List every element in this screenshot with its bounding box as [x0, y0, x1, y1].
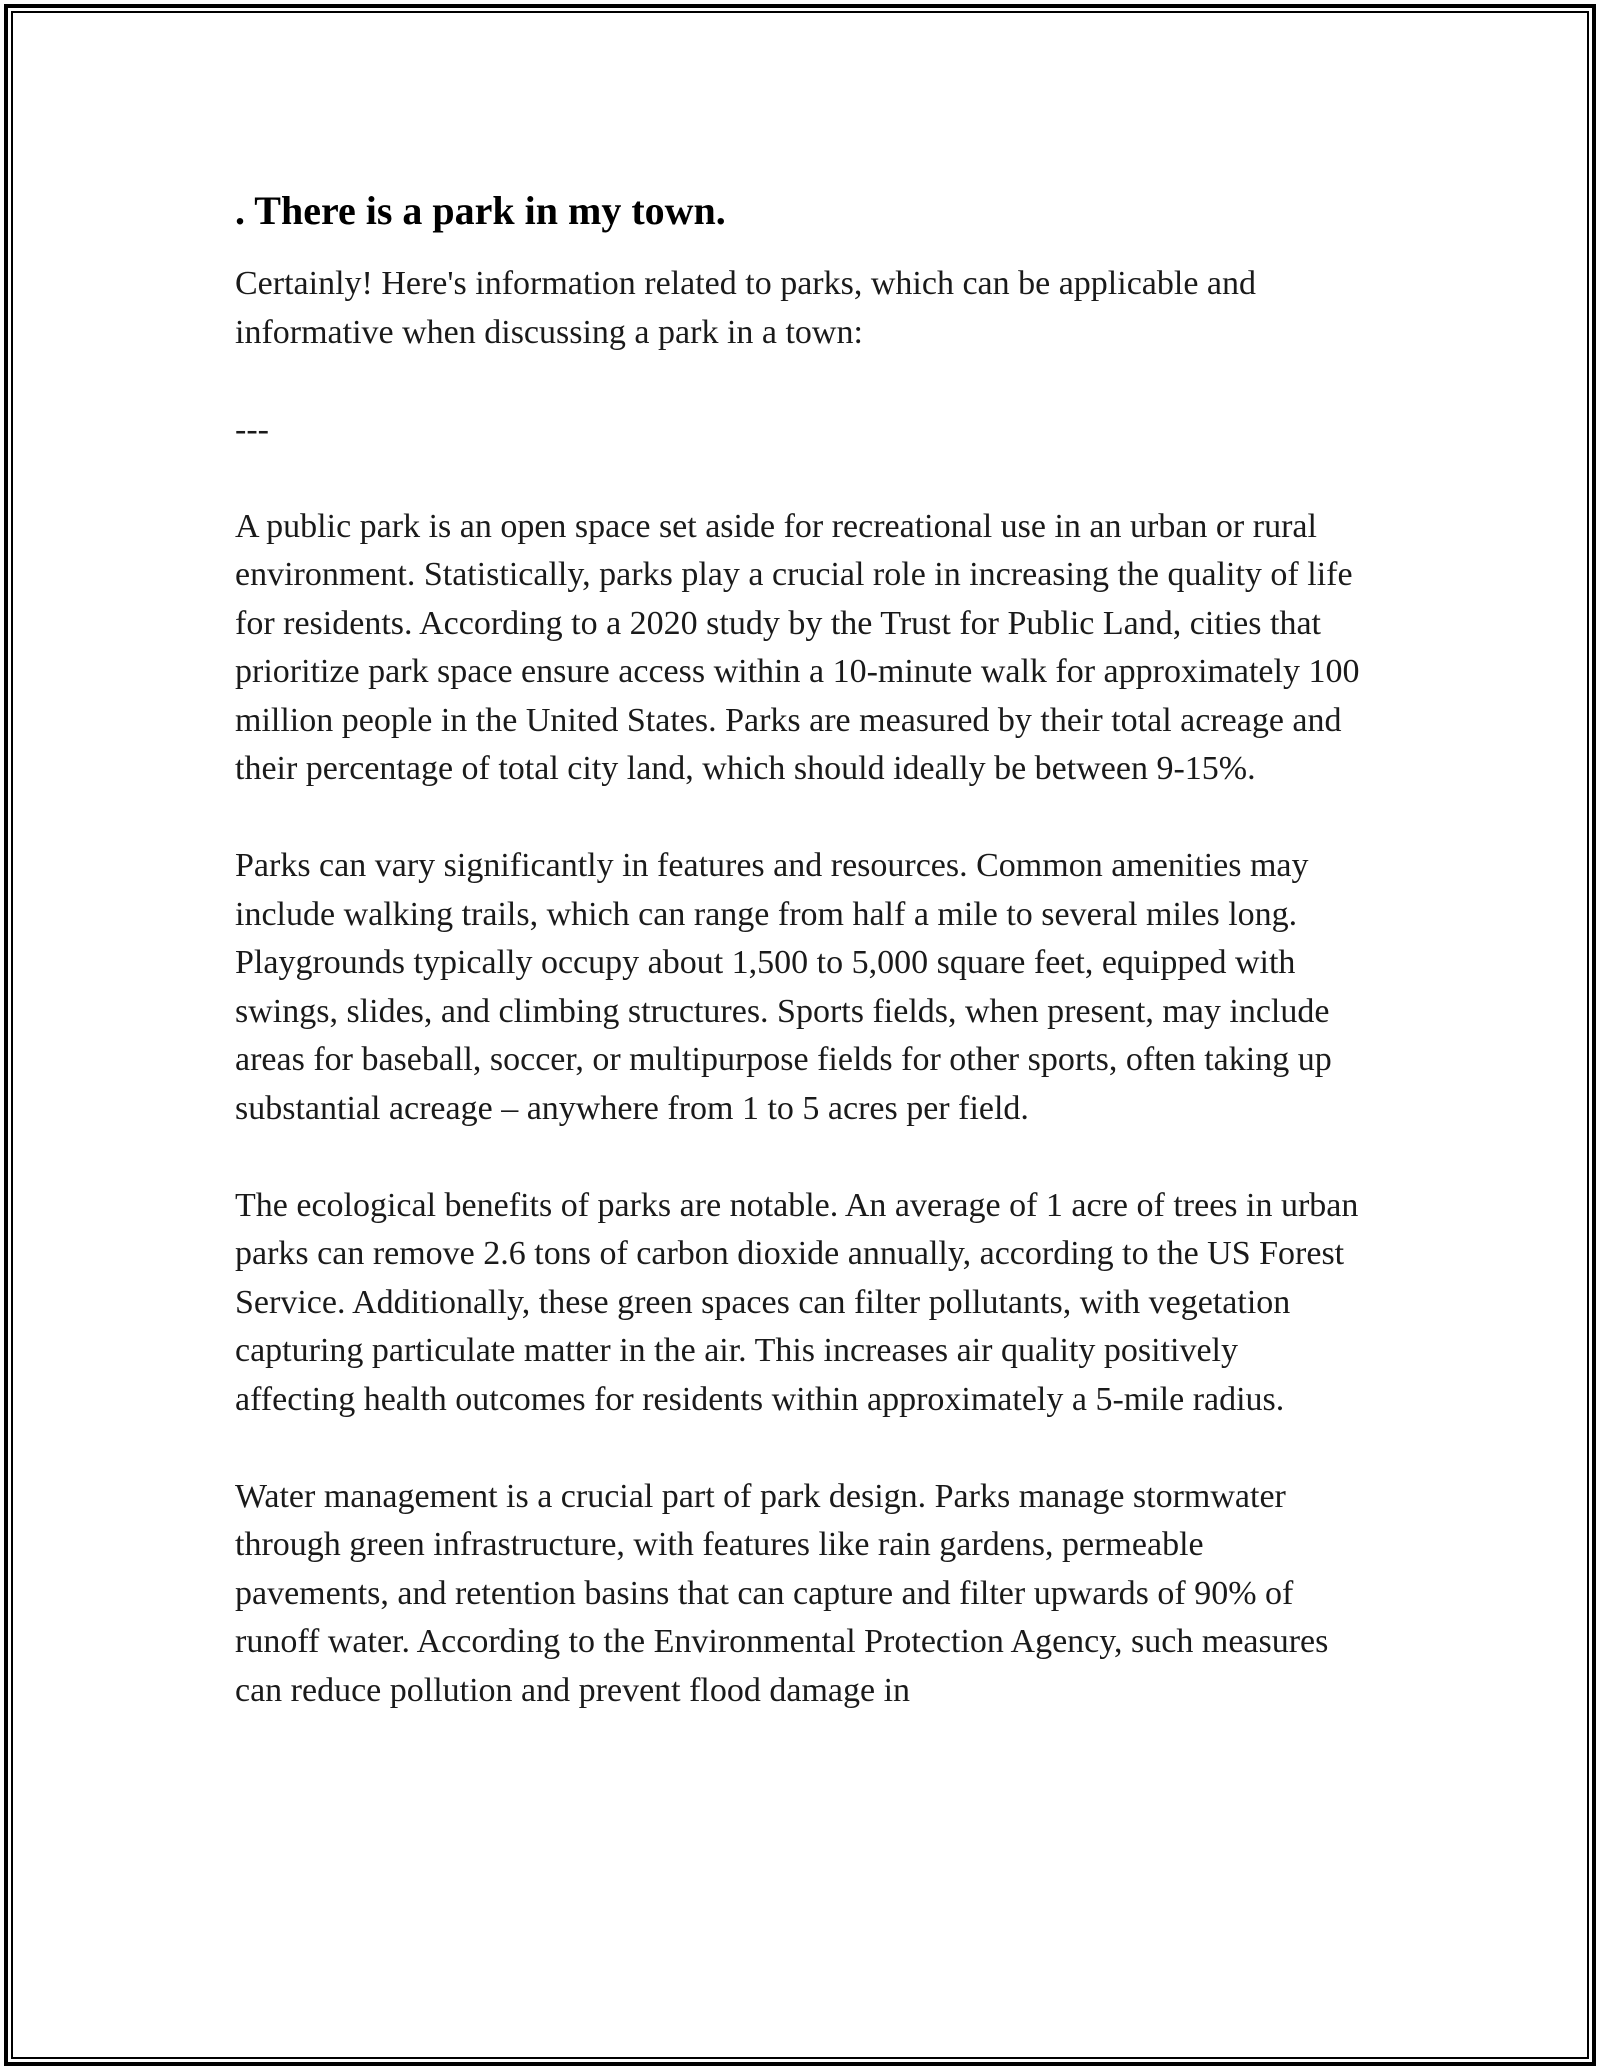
paragraph-public-park: A public park is an open space set aside for recreational use in an urban or rural environment. Statistically, parks play a crucial role in increasing the quality of life for residents. According to a 2020 study by the Trust for Public Land, cities that prioritize park space ensure access within a 10-minute walk for approximately 100 million people in the United States. Parks are measured by their total acreage and their percentage of total city land, which should ideally be between 9-15%.	[235, 507, 1360, 787]
paragraph-water-management: Water management is a crucial part of park design. Parks manage stormwater through green infrastructure, with features like rain gardens, permeable pavements, and retention basins that can capture and filter upwards of 90% of runoff water. According to the Environmental Protection Agency, such measures can reduce pollution and prevent flood damage in	[235, 1477, 1329, 1709]
section-separator: ---	[235, 410, 269, 448]
paragraph-ecology: The ecological benefits of parks are notable. An average of 1 acre of trees in urban parks can remove 2.6 tons of carbon dioxide annually, according to the US Forest Service. Additionally, these green spaces can filter pollutants, with vegetation capturing particulate matter in the air. This increases air quality positively affecting health outcomes for residents within approximately a 5-mile radius.	[235, 1186, 1359, 1418]
paragraph-features: Parks can vary significantly in features and resources. Common amenities may include walking trails, which can range from half a mile to several miles long. Playgrounds typically occupy about 1,500 to 5,000 square feet, equipped with swings, slides, and climbing structures. Sports fields, when present, may include areas for baseball, soccer, or multipurpose fields for other sports, often taking up substantial acreage – anywhere from 1 to 5 acres per field.	[235, 847, 1332, 1127]
document-body	[235, 184, 1365, 1764]
document-title: . There is a park in my town.	[235, 188, 726, 233]
intro-paragraph: Certainly! Here's information related to parks, which can be applicable and informative when discussing a park in a town:	[235, 265, 1257, 351]
